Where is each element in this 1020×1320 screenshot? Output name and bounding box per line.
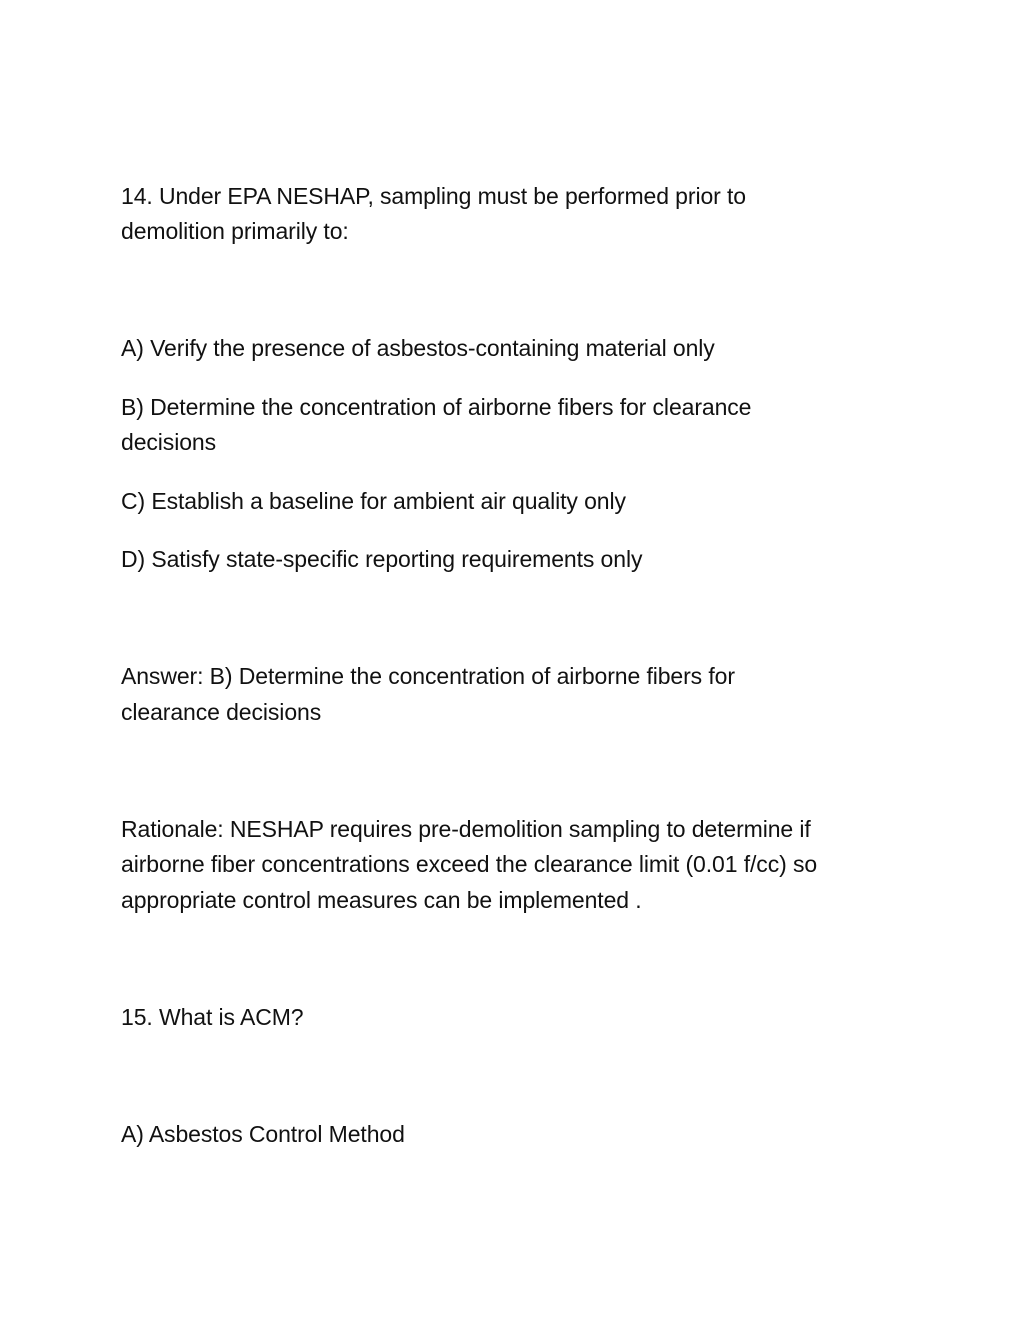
option-a: A) Verify the presence of asbestos-containing material only <box>121 335 715 361</box>
option-d: D) Satisfy state-specific reporting requirements only <box>121 546 643 572</box>
option-b-line-1: B) Determine the concentration of airborne fibers for clearance <box>121 394 752 420</box>
rationale-line-2: airborne fiber concentrations exceed the clearance limit (0.01 f/cc) so <box>121 851 818 877</box>
rationale-line-3: appropriate control measures can be implemented . <box>121 887 642 913</box>
question-15-text: 15. What is ACM? <box>121 1004 304 1030</box>
question-14-text-line-2: demolition primarily to: <box>121 218 349 244</box>
rationale-line-1: Rationale: NESHAP requires pre-demolition sampling to determine if <box>121 816 811 842</box>
question-14-text-line-1: 14. Under EPA NESHAP, sampling must be performed prior to <box>121 183 746 209</box>
option-c: C) Establish a baseline for ambient air quality only <box>121 488 626 514</box>
option-b-line-2: decisions <box>121 429 216 455</box>
question-15-option-a: A) Asbestos Control Method <box>121 1121 405 1147</box>
answer-line-1: Answer: B) Determine the concentration of airborne fibers for <box>121 663 735 689</box>
answer-line-2: clearance decisions <box>121 699 322 725</box>
